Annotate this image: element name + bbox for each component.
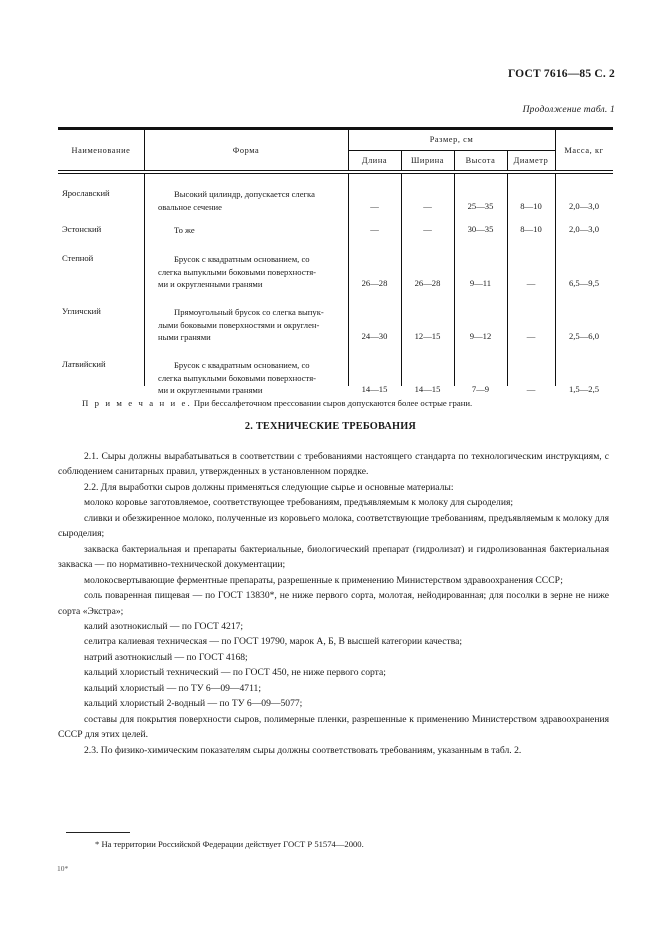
table-continuation-label: Продолжение табл. 1 bbox=[522, 105, 615, 115]
table-row: Угличский bbox=[62, 306, 101, 316]
body-text bbox=[58, 449, 609, 758]
column-header-diameter: Диаметр bbox=[513, 156, 549, 165]
cell-diameter: — bbox=[526, 331, 536, 341]
table-row: Степной bbox=[62, 253, 94, 263]
list-item-calcium-chloride: кальций хлористый — по ТУ 6—09—4711; bbox=[84, 682, 262, 694]
list-item-salt: соль поваренная пищевая — по ГОСТ 13830*, не ниже первого сорта, молотая, нейодированная; для посолки в зерне не ниже сорта «Экстра»; bbox=[58, 590, 609, 617]
column-header-height: Высота bbox=[465, 156, 496, 165]
list-item-sodium-nitrate: натрий азотнокислый — по ГОСТ 4168; bbox=[84, 651, 248, 663]
column-header-mass: Масса, кг bbox=[564, 146, 604, 155]
list-item-potassium-nitrate: калий азотнокислый — по ГОСТ 4217; bbox=[84, 620, 244, 632]
cell-height: 30—35 bbox=[467, 224, 494, 234]
cell-form: Прямоугольный брусок со слегка выпук- лыми боковыми поверхностями и округлен- ными гранями bbox=[158, 307, 324, 343]
cell-mass: 6,5—9,5 bbox=[568, 278, 600, 288]
table-row: Ярославский bbox=[62, 188, 110, 198]
cell-mass: 2,5—6,0 bbox=[568, 331, 600, 341]
cell-height: 25—35 bbox=[467, 201, 494, 211]
paragraph-2-1: 2.1. Сыры должны вырабатываться в соответствии с требованиями настоящего стандарта по технологическим инструкциям, с соблюдением санитарных правил, утвержденных в установленном порядке. bbox=[58, 451, 609, 478]
cell-width: — bbox=[423, 224, 432, 234]
cell-diameter: 8—10 bbox=[520, 201, 542, 211]
list-item-calcium-chloride-dihydrate: кальций хлористый 2-водный — по ТУ 6—09—5077; bbox=[84, 698, 303, 710]
cell-diameter: 8—10 bbox=[520, 224, 542, 234]
cell-height: 7—9 bbox=[471, 384, 490, 394]
cell-mass: 1,5—2,5 bbox=[568, 384, 600, 394]
note-text: При бессалфеточном прессовании сыров допускаются более острые грани. bbox=[191, 398, 473, 408]
section-heading: 2. ТЕХНИЧЕСКИЕ ТРЕБОВАНИЯ bbox=[244, 421, 417, 432]
list-item-saltpeter: селитра калиевая техническая — по ГОСТ 19790, марок А, Б, В высшей категории качества; bbox=[84, 636, 463, 648]
column-header-name: Наименование bbox=[71, 146, 131, 155]
table-row: Эстонский bbox=[62, 224, 102, 234]
cell-width: 14—15 bbox=[414, 384, 441, 394]
cell-form: Высокий цилиндр, допускается слегка овальное сечение bbox=[158, 189, 315, 212]
footnote-text: * На территории Российской Федерации действует ГОСТ Р 51574—2000. bbox=[95, 839, 364, 849]
cell-form: Брусок с квадратным основанием, со слегка выпуклыми боковыми поверхностя- ми и округленными гранями bbox=[158, 360, 317, 396]
paragraph-2-2: 2.2. Для выработки сыров должны применяться следующие сырье и основные материалы: bbox=[84, 481, 454, 493]
table-body bbox=[58, 174, 613, 396]
cell-form: Брусок с квадратным основанием, со слегка выпуклыми боковыми поверхностя- ми и округленными гранями bbox=[158, 254, 317, 290]
cell-length: — bbox=[370, 201, 379, 211]
table-header bbox=[58, 130, 613, 170]
cell-width: — bbox=[423, 201, 432, 211]
cell-height: 9—11 bbox=[469, 278, 492, 288]
list-item-starter: закваска бактериальная и препараты бактериальные, биологический препарат (гидролизат) и гидролизованная бактериальная закваска — по нормативно-технической документации; bbox=[58, 543, 609, 571]
cell-form: То же bbox=[174, 225, 195, 235]
header-size-underline bbox=[348, 150, 555, 151]
cell-length: 24—30 bbox=[361, 331, 388, 341]
list-item-cream: сливки и обезжиренное молоко, полученные из коровьего молока, соответствующие требованиям, предъявляемым к молоку для сыроделия; bbox=[58, 512, 609, 540]
running-head: ГОСТ 7616—85 С. 2 bbox=[507, 68, 615, 80]
list-item-milk: молоко коровье заготовляемое, соответствующее требованиям, предъявляемым к молоку для сыроделия; bbox=[84, 497, 514, 509]
column-header-form: Форма bbox=[232, 146, 260, 155]
cell-width: 12—15 bbox=[414, 331, 441, 341]
column-header-size-group: Размер, см bbox=[429, 135, 474, 144]
list-item-coatings: составы для покрытия поверхности сыров, полимерные пленки, разрешенные к применению Министерством здравоохранения СССР для этих целей. bbox=[58, 713, 609, 741]
cell-diameter: — bbox=[526, 278, 536, 288]
cell-width: 26—28 bbox=[414, 278, 441, 288]
footnote-separator bbox=[66, 832, 130, 833]
cell-length: 14—15 bbox=[361, 384, 388, 394]
dimensions-table bbox=[58, 127, 613, 396]
note-label: П р и м е ч а н и е. bbox=[82, 398, 192, 408]
table-note bbox=[82, 398, 472, 408]
cell-mass: 2,0—3,0 bbox=[568, 201, 600, 211]
page-folio: 10* bbox=[57, 864, 69, 873]
list-item-calcium-chloride-technical: кальций хлористый технический — по ГОСТ 450, не ниже первого сорта; bbox=[84, 667, 386, 679]
list-item-enzymes: молокосвертывающие ферментные препараты, разрешенные к применению Министерством здравоохранения СССР; bbox=[84, 574, 563, 586]
column-header-length: Длина bbox=[361, 156, 388, 165]
cell-height: 9—12 bbox=[469, 331, 492, 341]
table-row: Латвийский bbox=[62, 359, 106, 369]
column-header-width: Ширина bbox=[410, 156, 445, 165]
body-divider-name bbox=[144, 174, 145, 386]
cell-diameter: — bbox=[526, 384, 536, 394]
cell-mass: 2,0—3,0 bbox=[568, 224, 600, 234]
paragraph-2-3: 2.3. По физико-химическим показателям сыры должны соответствовать требованиям, указанным в табл. 2. bbox=[84, 744, 522, 756]
cell-length: — bbox=[370, 224, 379, 234]
cell-length: 26—28 bbox=[361, 278, 388, 288]
